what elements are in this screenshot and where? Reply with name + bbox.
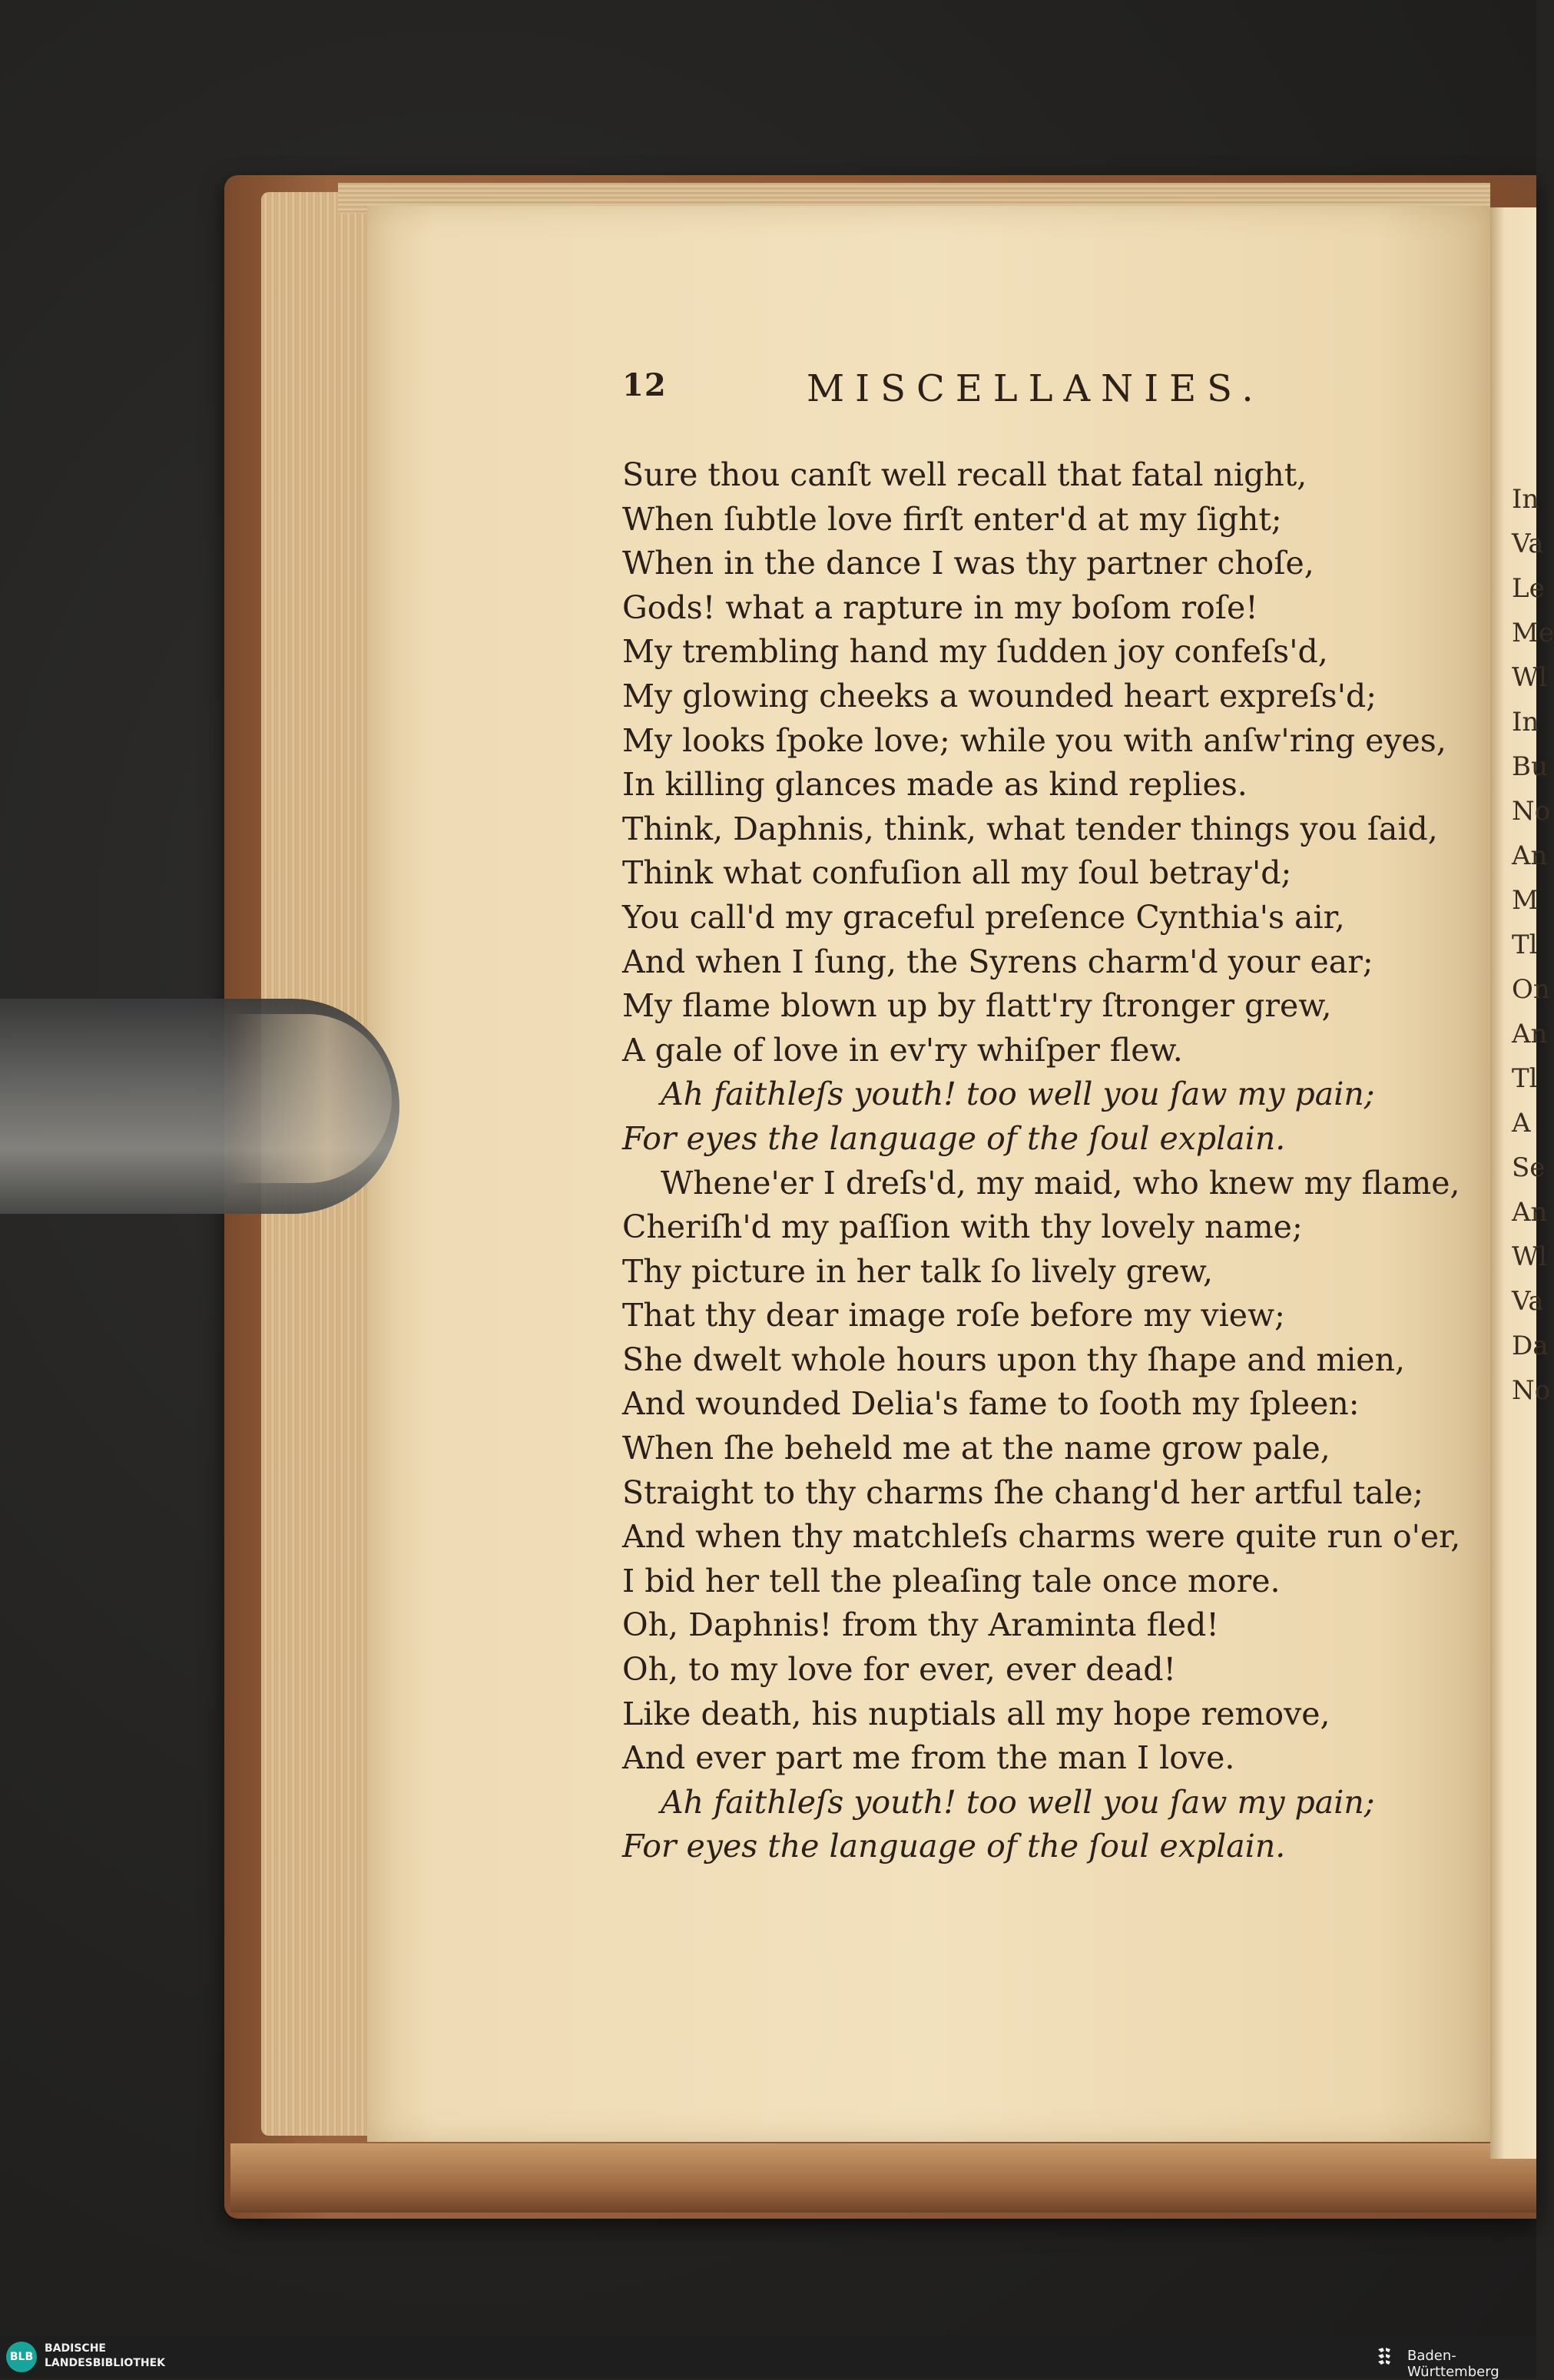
- poem-line: Whene'er I dreſs'd, my maid, who knew my flame,: [661, 1164, 1460, 1202]
- poem-line: And wounded Delia's fame to ſooth my ſpleen:: [622, 1385, 1360, 1423]
- facing-page-fragment: Tl: [1512, 930, 1538, 960]
- state-label[interactable]: Baden-Württemberg: [1407, 2348, 1499, 2380]
- poem-line: Sure thou canſt well recall that fatal night,: [622, 456, 1307, 493]
- poem-line: Think what confuſion all my ſoul betray'd;: [622, 854, 1292, 892]
- facing-page-fragment: An: [1512, 840, 1548, 871]
- poem-line: Cheriſh'd my paſſion with thy lovely name;: [622, 1208, 1303, 1246]
- facing-page-fragment: In: [1512, 707, 1539, 738]
- facing-page-fragment: Tl: [1512, 1063, 1538, 1094]
- page-number: 12: [622, 367, 667, 403]
- poem-line: Oh, Daphnis! from thy Araminta fled!: [622, 1606, 1219, 1644]
- facing-page-fragment: A: [1512, 1108, 1531, 1139]
- poem-text-block: [622, 453, 1475, 1869]
- facing-page-fragment: Da: [1512, 1331, 1549, 1361]
- facing-page-edge: [1490, 207, 1554, 2159]
- facing-page-fragment: Me: [1512, 618, 1554, 648]
- poem-line: When in the dance I was thy partner choſe,: [622, 545, 1314, 582]
- poem-line: Think, Daphnis, think, what tender things you ſaid,: [622, 810, 1438, 847]
- book-bottom-edge: [230, 2143, 1536, 2213]
- poem-line: I bid her tell the pleaſing tale once more.: [622, 1562, 1281, 1599]
- poem-line: For eyes the language of the ſoul explain.: [622, 1828, 1286, 1865]
- poem-line: Gods! what a rapture in my boſom roſe!: [622, 588, 1258, 626]
- poem-line: When ſhe beheld me at the name grow pale,: [622, 1430, 1330, 1467]
- poem-line: Straight to thy charms ſhe chang'd her artful tale;: [622, 1473, 1424, 1511]
- poem-line: For eyes the language of the ſoul explain.: [622, 1119, 1286, 1157]
- facing-page-fragment: Bu: [1512, 751, 1548, 782]
- page-holder-blade-shine: [230, 1014, 392, 1183]
- poem-line: She dwelt whole hours upon thy ſhape and mien,: [622, 1341, 1406, 1378]
- blb-logo-icon[interactable]: BLB: [6, 2342, 37, 2372]
- facing-page-fragment: In: [1512, 484, 1539, 515]
- facing-page-fragment: Va: [1512, 1286, 1544, 1317]
- poem-line: And when thy matchleſs charms were quite run o'er,: [622, 1518, 1461, 1556]
- poem-line: When ſubtle love firſt enter'd at my ſight;: [622, 500, 1282, 538]
- poem-line: Ah faithleſs youth! too well you ſaw my pain;: [661, 1076, 1375, 1113]
- poem-line: You call'd my graceful preſence Cynthia's air,: [622, 898, 1345, 936]
- poem-line: Ah faithleſs youth! too well you ſaw my pain;: [661, 1783, 1375, 1821]
- poem-line: Like death, his nuptials all my hope remove,: [622, 1695, 1330, 1732]
- poem-line: That thy dear image roſe before my view;: [622, 1297, 1285, 1334]
- running-head: MISCELLANIES.: [807, 367, 1264, 410]
- facing-page-fragment: An: [1512, 1197, 1548, 1228]
- poem-line: My trembling hand my ſudden joy confeſs'd,: [622, 633, 1328, 671]
- facing-page-fragment: Wl: [1512, 662, 1547, 693]
- facing-page-fragment: Va: [1512, 529, 1544, 559]
- poem-line: In killing glances made as kind replies.: [622, 766, 1248, 804]
- poem-line: My flame blown up by flatt'ry ſtronger grew,: [622, 987, 1332, 1025]
- library-name-line-1: BADISCHE: [45, 2342, 106, 2355]
- facing-page-fragment: On: [1512, 974, 1550, 1005]
- poem-line: And ever part me from the man I love.: [622, 1739, 1235, 1777]
- library-name-line-2: LANDESBIBLIOTHEK: [45, 2357, 166, 2369]
- facing-page-fragment: Se: [1512, 1152, 1546, 1183]
- poem-line: And when I ſung, the Syrens charm'd your ear;: [622, 943, 1373, 980]
- facing-page-fragment: M: [1512, 885, 1539, 916]
- facing-page-fragment: An: [1512, 1019, 1548, 1049]
- facing-page-fragment: Le: [1512, 573, 1545, 604]
- poem-line: Oh, to my love for ever, ever dead!: [622, 1651, 1176, 1689]
- poem-line: My glowing cheeks a wounded heart expreſs'd;: [622, 677, 1377, 714]
- facing-page-fragment: No: [1512, 1375, 1551, 1406]
- facing-page-fragment: Wl: [1512, 1241, 1547, 1272]
- poem-line: Thy picture in her talk ſo lively grew,: [622, 1252, 1214, 1290]
- library-name[interactable]: [45, 2342, 198, 2371]
- baden-wuerttemberg-emblem-icon: [1375, 2345, 1400, 2369]
- footer-bar: [0, 2335, 1536, 2378]
- poem-line: My looks ſpoke love; while you with anſw'ring eyes,: [622, 721, 1446, 759]
- poem-line: A gale of love in ev'ry whiſper flew.: [622, 1031, 1183, 1069]
- facing-page-fragment: No: [1512, 796, 1551, 827]
